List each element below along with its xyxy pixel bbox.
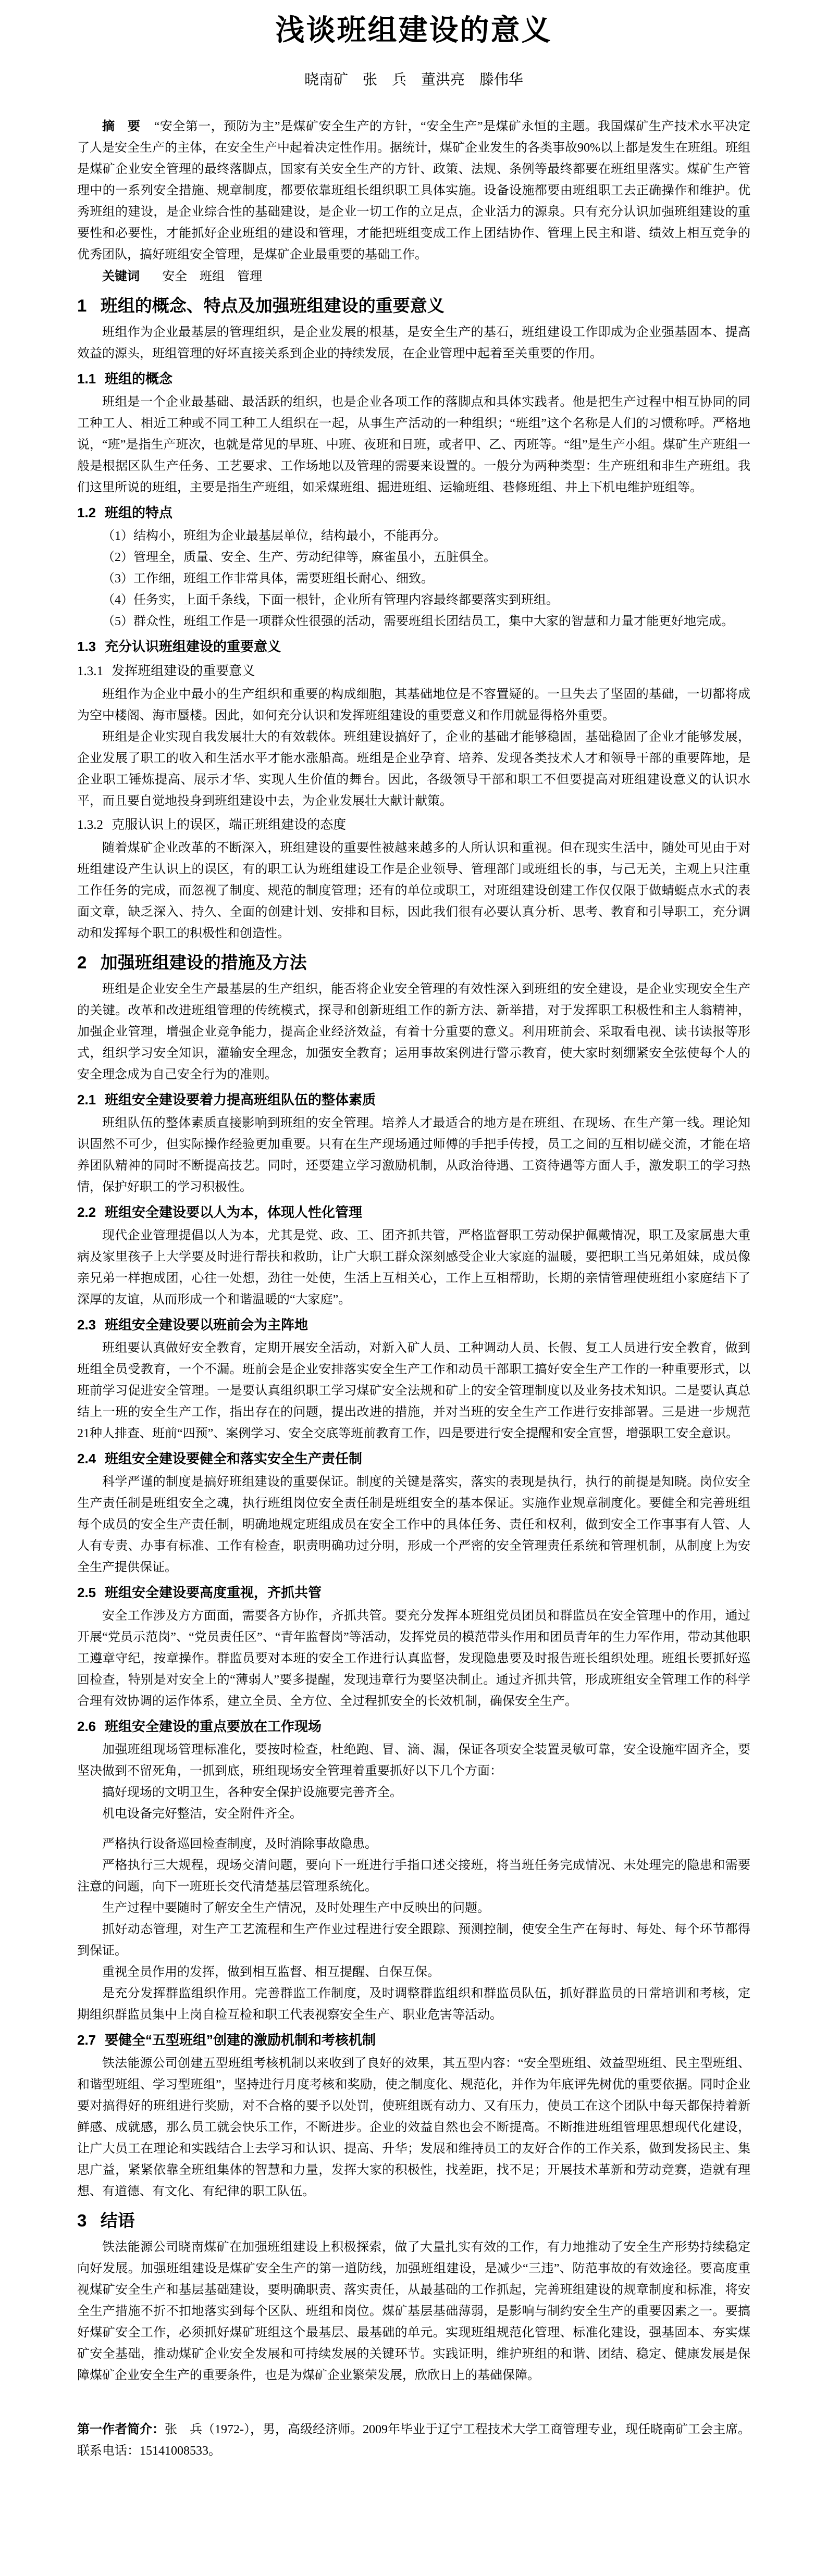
section-number: 1.3.2 <box>77 818 103 832</box>
section-title: 班组安全建设要高度重视，齐抓共管 <box>105 1585 322 1600</box>
section-title: 要健全“五型班组”创建的激励机制和考核机制 <box>105 2032 376 2048</box>
section-number: 1 <box>77 296 87 315</box>
paragraph: （2）管理全，质量、安全、生产、劳动纪律等，麻雀虽小，五脏俱全。 <box>102 551 496 564</box>
section-title: 结语 <box>100 2211 135 2230</box>
bio-label: 第一作者简介： <box>77 2422 165 2436</box>
section-number: 2.2 <box>77 1204 96 1220</box>
section-heading-1.2 <box>77 501 750 525</box>
abstract-paragraph <box>77 116 750 266</box>
paragraph: 机电设备完好整洁，安全附件齐全。 <box>102 1807 302 1821</box>
keywords-label: 关键词 <box>102 269 140 283</box>
section-title: 班组安全建设要以班前会为主阵地 <box>105 1317 308 1333</box>
paragraph: 科学严谨的制度是搞好班组建设的重要保证。制度的关键是落实，落实的表现是执行，执行的前提是知晓。岗位安全生产责任制是班组安全之魂，执行班组岗位安全责任制是班组安全的基本保证。实施作业规章制度化。要健全和完善班组每个成员的安全生产责任制，明确地规定班组成员在安全工作中的具体任务、责任和权利，做到安全工作事事有人管、人人有专责、办事有标准、工作有检查，职责明确功过分明，形成一个严密的安全管理责任系统和管理机制，从制度上为安全生产提供保证。 <box>77 1475 750 1574</box>
section-heading-1.1 <box>77 367 750 391</box>
section-number: 2.3 <box>77 1317 96 1333</box>
section-title: 班组安全建设要健全和落实安全生产责任制 <box>105 1451 363 1466</box>
abstract-label: 摘 要 <box>102 119 141 133</box>
paragraph: 班组队伍的整体素质直接影响到班组的安全管理。培养人才最适合的地方是在班组、在现场、在生产第一线。理论知识固然不可少，但实际操作经验更加重要。只有在生产现场通过师傅的手把手传授，员工之间的互相切磋交流，才能在培养团队精神的同时不断提高技艺。同时，还要建立学习激励机制，从政治待遇、工资待遇等方面人手，激发职工的学习热情，保护好职工的学习积极性。 <box>77 1116 750 1194</box>
paragraph: 随着煤矿企业改革的不断深入，班组建设的重要性被越来越多的人所认识和重视。但在现实生活中，随处可见由于对班组建设产生认识上的误区，有的职工认为班组建设工作是企业领导、管理部门或班组长的事，与己无关，主观上只注重工作任务的完成，而忽视了制度、规范的制度管理；还有的单位或职工，对班组建设创建工作仅仅限于做蜻蜓点水式的表面文章，缺乏深入、持久、全面的创建计划、安排和目标，因此我们很有必要认真分析、思考、教育和引导职工，充分调动和发挥每个职工的积极性和创造性。 <box>77 841 750 940</box>
paragraph: 搞好现场的文明卫生，各种安全保护设施要完善齐全。 <box>102 1786 402 1799</box>
document-title: 浅谈班组建设的意义 <box>275 14 552 46</box>
section-heading-2 <box>77 950 750 976</box>
section-title: 加强班组建设的措施及方法 <box>100 953 307 972</box>
section-heading-2.7 <box>77 2028 750 2052</box>
section-number: 1.2 <box>77 505 96 520</box>
paragraph: 班组作为企业最基层的管理组织，是企业发展的根基，是安全生产的基石，班组建设工作即成为企业强基固本、提高效益的源头，班组管理的好坏直接关系到企业的持续发展，在企业管理中起着至关重要的作用。 <box>77 326 750 360</box>
paragraph: 班组是一个企业最基础、最活跃的组织，也是企业各项工作的落脚点和具体实践者。他是把生产过程中相互协同的同工种工人、相近工种或不同工种工人组织在一起，从事生产活动的一种组织；“班组”这个名称是人们的习惯称呼。严格地说，“班”是指生产班次，也就是常见的早班、中班、夜班和日班，或者甲、乙、丙班等。“组”是生产小组。煤矿生产班组一般是根据区队生产任务、工艺要求、工作场地以及管理的需要来设置的。一般分为两种类型：生产班组和非生产班组。我们这里所说的班组，主要是指生产班组，如采煤班组、掘进班组、运输班组、巷修班组、井上下机电维护班组等。 <box>77 395 750 494</box>
section-heading-1.3.1 <box>77 659 750 683</box>
section-heading-2.2 <box>77 1200 750 1224</box>
paragraph: 重视全员作用的发挥，做到相互监督、相互提醒、自保互保。 <box>102 1965 440 1979</box>
section-number: 3 <box>77 2211 87 2230</box>
section-number: 2.4 <box>77 1451 96 1466</box>
keywords-text: 安全 班组 管理 <box>162 270 263 283</box>
paragraph: 抓好动态管理，对生产工艺流程和生产作业过程进行安全跟踪、预测控制，使安全生产在每时、每处、每个环节都得到保证。 <box>77 1923 750 1958</box>
paragraph: 生产过程中要随时了解安全生产情况，及时处理生产中反映出的问题。 <box>102 1901 490 1915</box>
paragraph: 班组要认真做好安全教育，定期开展安全活动，对新入矿人员、工种调动人员、长假、复工人员进行安全教育，做到班组全员受教育，一个不漏。班前会是企业安排落实安全生产工作和动员干部职工搞好安全生产工作的一种重要形式，以班前学习促进安全管理。一是要认真组织职工学习煤矿安全法规和矿上的安全管理制度以及业务技术知识。二是要认真总结上一班的安全生产工作，指出存在的问题，提出改进的措施，并对当班的安全生产工作进行安排部署。三是进一步规范21种人排查、班前“四预”、案例学习、安全交底等班前教育工作，四是要进行安全提醒和安全宣誓，增强职工安全意识。 <box>77 1341 750 1440</box>
section-number: 2.5 <box>77 1585 96 1600</box>
section-number: 2.1 <box>77 1092 96 1107</box>
section-number: 1.1 <box>77 371 96 387</box>
abstract-text: “安全第一，预防为主”是煤矿安全生产的方针，“安全生产”是煤矿永恒的主题。我国煤矿生产技术水平决定了人是安全生产的主体，在安全生产中起着决定性作用。据统计，煤矿企业发生的各类事故90%以上都是发生在班组。班组是煤矿企业安全管理的最终落脚点，国家有关安全生产的方针、政策、法规、条例等最终都要在班组里落实。煤矿生产管理中的一系列安全措施、规章制度，都要依靠班组长组织职工具体实施。设备设施都要由班组职工去正确操作和维护。优秀班组的建设，是企业综合性的基础建设，是企业一切工作的立足点，企业活力的源泉。只有充分认识加强班组建设的重要性和必要性，才能抓好企业班组的建设和管理，才能把班组变成工作上团结协作、管理上民主和谐、绩效上相互竞争的优秀团队，搞好班组安全管理，是煤矿企业最重要的基础工作。 <box>77 120 751 262</box>
author-bio <box>77 2419 750 2462</box>
paragraph: 安全工作涉及方方面面，需要各方协作，齐抓共管。要充分发挥本班组党员团员和群监员在安全管理中的作用，通过开展“党员示范岗”、“党员责任区”、“青年监督岗”等活动，发挥党员的模范带头作用和团员青年的生力军作用，带动其他职工遵章守纪，按章操作。群监员要对本班的安全工作进行认真监督，发现隐患要及时报告班长组织处理。班组长要抓好巡回检查，特别是对安全上的“薄弱人”要多提醒，发现违章行为要坚决制止。通过齐抓共管，形成班组安全管理工作的科学合理有效协调的运作体系，建立全员、全方位、全过程抓安全的长效机制，确保安全生产。 <box>77 1609 750 1708</box>
section-number: 2 <box>77 953 87 972</box>
authors-line: 晓南矿 张 兵 董洪亮 滕伟华 <box>304 72 523 88</box>
section-heading-2.6 <box>77 1714 750 1738</box>
paragraph: 铁法能源公司晓南煤矿在加强班组建设上积极探索，做了大量扎实有效的工作，有力地推动了安全生产形势持续稳定向好发展。加强班组建设是煤矿安全生产的第一道防线，加强班组建设，是减少“三违”、防范事故的有效途径。要高度重视煤矿安全生产和基层基础建设，要明确职责、落实责任，从最基础的工作抓起，完善班组建设的规章制度和标准，将安全生产措施不折不扣地落实到每个区队、班组和岗位。煤矿基层基础薄弱，是影响与制约安全生产的重要因素之一。要搞好煤矿安全工作，必须抓好煤矿班组这个最基层、最基础的单元。实现班组规范化管理、标准化建设，强基固本、夯实煤矿安全基础，推动煤矿企业安全发展和可持续发展的关键环节。实践证明，维护班组的和谐、团结、稳定、健康发展是保障煤矿企业安全生产的重要条件，也是为煤矿企业繁荣发展，欣欣日上的基础保障。 <box>77 2241 750 2382</box>
section-title: 充分认识班组建设的重要意义 <box>105 639 281 654</box>
paragraph: 严格执行三大规程，现场交清问题，要向下一班进行手指口述交接班，将当班任务完成情况、未处理完的隐患和需要注意的问题，向下一班班长交代清楚基层管理系统化。 <box>77 1859 750 1894</box>
paragraph: 班组作为企业中最小的生产组织和重要的构成细胞，其基础地位是不容置疑的。一旦失去了坚固的基础，一切都将成为空中楼阁、海市蜃楼。因此，如何充分认识和发挥班组建设的重要意义和作用就显得格外重要。 <box>77 688 750 723</box>
paragraph: 是充分发挥群监组织作用。完善群监工作制度，及时调整群监组织和群监员队伍，抓好群监员的日常培训和考核，定期组织群监员集中上岗自检互检和职工代表视察安全生产、职业危害等活动。 <box>77 1987 750 2022</box>
section-title: 班组安全建设要着力提高班组队伍的整体素质 <box>105 1092 376 1107</box>
blank-line <box>77 1825 750 1834</box>
section-title: 班组的概念 <box>105 371 173 387</box>
keywords-line <box>77 266 750 288</box>
paragraph: 铁法能源公司创建五型班组考核机制以来收到了良好的效果，其五型内容：“安全型班组、效益型班组、民主型班组、和谐型班组、学习型班组”，坚持进行月度考核和奖励，使之制度化、规范化，并作为年底评先树优的重要依据。同时企业要对搞得好的班组进行奖励，对不合格的要予以处罚，使班组既有动力、又有压力，使员工在这个团队中每天都保持着新鲜感、成就感，那么员工就会快乐工作，不断进步。企业的效益自然也会不断提高。不断推进班组管理思想现代化建设，让广大员工在理论和实践结合上去学习和认识、提高、升华；发展和维持员工的友好合作的工作关系，做到发扬民主、集思广益，紧紧依靠全班组集体的智慧和力量，发挥大家的积极性，找差距，找不足；开展技术革新和劳动竞赛，造就有理想、有道德、有文化、有纪律的职工队伍。 <box>77 2057 750 2198</box>
section-heading-2.3 <box>77 1313 750 1337</box>
paragraph: 加强班组现场管理标准化，要按时检查，杜绝跑、冒、滴、漏，保证各项安全装置灵敏可靠，安全设施牢固齐全，要坚决做到不留死角，一抓到底，班组现场安全管理着重要抓好以下几个方面： <box>77 1743 750 1778</box>
paragraph: 现代企业管理提倡以人为本，尤其是党、政、工、团齐抓共管，严格监督职工劳动保护佩戴情况，职工及家属患大重病及家里孩子上大学要及时进行帮扶和救助，让广大职工群众深刻感受企业大家庭的温暖，要把职工当兄弟姐妹，成员像亲兄弟一样抱成团，心往一处想，劲往一处使，生活上互相关心，工作上互相帮助，长期的亲情管理使班组小家庭结下了深厚的友谊，从而形成一个和谐温暖的“大家庭”。 <box>77 1229 750 1306</box>
section-heading-2.4 <box>77 1447 750 1471</box>
paragraph: 班组是企业安全生产最基层的生产组织，能否将企业安全管理的有效性深入到班组的安全建设，是企业实现安全生产的关键。改革和改进班组管理的传统模式，探寻和创新班组工作的新方法、新举措，对于发挥职工积极性和主人翁精神，加强企业管理，增强企业竞争能力，提高企业经济效益，有着十分重要的意义。利用班前会、采取看电视、读书读报等形式，组织学习安全知识，灌输安全理念，加强安全教育；运用事故案例进行警示教育，使大家时刻绷紧安全弦使每个人的安全理念成为自己安全行为的准则。 <box>77 982 750 1081</box>
paragraph: 严格执行设备巡回检查制度，及时消除事故隐患。 <box>102 1837 377 1851</box>
paragraph: （1）结构小，班组为企业最基层单位，结构最小，不能再分。 <box>102 529 446 543</box>
paragraph: （3）工作细，班组工作非常具体，需要班组长耐心、细致。 <box>102 572 434 586</box>
section-number: 1.3 <box>77 639 96 654</box>
section-heading-1 <box>77 293 750 319</box>
section-heading-2.1 <box>77 1088 750 1112</box>
section-title: 克服认识上的误区，端正班组建设的态度 <box>112 818 347 832</box>
section-heading-3 <box>77 2208 750 2234</box>
section-heading-1.3 <box>77 634 750 658</box>
section-heading-1.3.2 <box>77 813 750 837</box>
section-number: 2.7 <box>77 2032 96 2048</box>
section-number: 2.6 <box>77 1719 96 1734</box>
section-title: 班组安全建设要以人为本，体现人性化管理 <box>105 1204 363 1220</box>
section-title: 发挥班组建设的重要意义 <box>112 664 255 678</box>
section-title: 班组的特点 <box>105 505 173 520</box>
paragraph: （4）任务实，上面千条线，下面一根针，企业所有管理内容最终都要落实到班组。 <box>102 593 559 607</box>
section-title: 班组安全建设的重点要放在工作现场 <box>105 1719 322 1734</box>
bio-text: 张 兵（1972-），男，高级经济师。2009年毕业于辽宁工程技术大学工商管理专业，现任晓南矿工会主席。联系电话：15141008533。 <box>77 2423 750 2458</box>
paragraph: 班组是企业实现自我发展壮大的有效载体。班组建设搞好了，企业的基础才能够稳固，基础稳固了企业才能够发展，企业发展了职工的收入和生活水平才能水涨船高。班组是企业孕育、培养、发现各类技术人才和领导干部的重要阵地，是企业职工锤炼提高、展示才华、实现人生价值的舞台。因此，各级领导干部和职工不但要提高对班组建设意义的认识水平，而且要自觉地投身到班组建设中去，为企业发展壮大献计献策。 <box>77 730 750 808</box>
sections-container <box>77 293 750 2386</box>
section-number: 1.3.1 <box>77 664 103 678</box>
paragraph: （5）群众性，班组工作是一项群众性很强的活动，需要班组长团结员工，集中大家的智慧和力量才能更好地完成。 <box>102 615 734 628</box>
section-heading-2.5 <box>77 1581 750 1604</box>
section-title: 班组的概念、特点及加强班组建设的重要意义 <box>100 296 445 315</box>
